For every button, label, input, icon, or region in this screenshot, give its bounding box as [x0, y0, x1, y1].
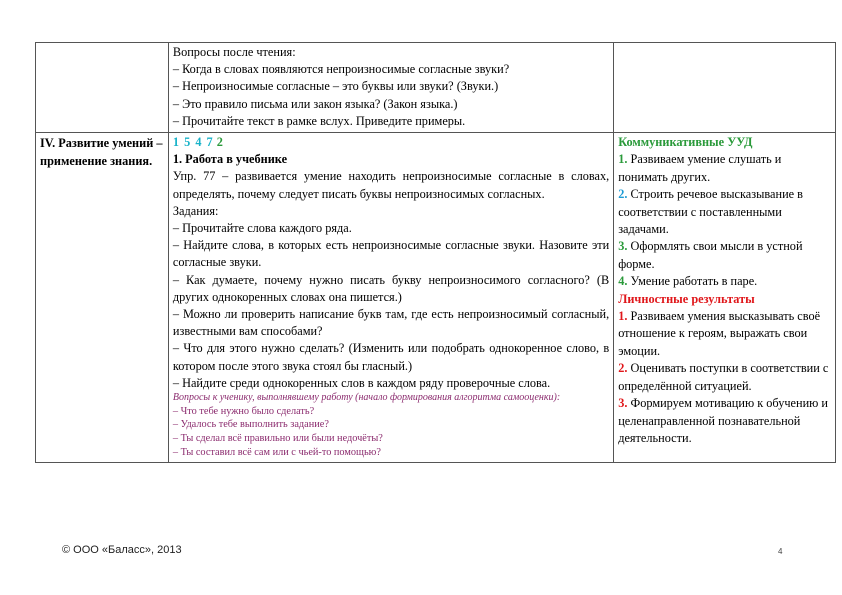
personal-item [618, 395, 831, 447]
item-number: 2. [618, 361, 628, 376]
comm-item [618, 186, 831, 238]
task-item: – Можно ли проверить написание букв там, где есть непроизносимый согласный, известными вам способами? [172, 307, 610, 339]
table-row [36, 133, 836, 463]
item-text: Развиваем умение слушать и понимать других. [618, 152, 782, 184]
item-number: 1. [618, 152, 628, 167]
lesson-table [35, 42, 836, 463]
task-item: – Что для этого нужно сделать? (Изменить или подобрать однокоренное слово, в котором после этого звука стоял бы гласный.) [172, 341, 610, 373]
table-row [36, 43, 836, 133]
uud-cell [614, 43, 836, 133]
item-text: Развиваем умения высказывать своё отношение к героям, выражать свои эмоции. [618, 309, 821, 358]
task-item: – Как думаете, почему нужно писать букву непроизносимого согласного? (В других однокоренных словах она пишется.) [172, 272, 610, 304]
tasks-label: Задания: [172, 203, 219, 218]
page-number: 4 [778, 547, 783, 556]
comm-heading: Коммуникативные УУД [618, 135, 753, 150]
text-line: – Непроизносимые согласные – это буквы или звуки? (Звуки.) [172, 79, 499, 94]
task-item: – Найдите слова, в которых есть непроизносимые согласные звуки. Назовите эти согласные звуки. [172, 238, 610, 270]
self-check-question: – Что тебе нужно было сделать? [172, 405, 315, 417]
item-number: 3. [618, 396, 628, 411]
task-item: – Прочитайте слова каждого ряда. [172, 221, 352, 236]
comm-item [618, 238, 831, 273]
task-item: – Найдите среди однокоренных слов в каждом ряду проверочные слова. [172, 375, 551, 390]
self-check-question: – Ты сделал всё правильно или были недочёты? [172, 433, 383, 445]
comm-item [618, 273, 831, 290]
item-number: 3. [618, 239, 628, 254]
text-line: Вопросы после чтения: [172, 45, 296, 59]
work-title: 1. Работа в учебнике [172, 152, 288, 167]
item-text: Формируем мотивацию к обучению и целенаправленной познавательной деятельности. [618, 396, 828, 445]
item-number: 1. [618, 309, 628, 324]
numbers-green: 2 [216, 135, 223, 150]
exercise-text: Упр. 77 – развивается умение находить непроизносимые согласные в словах, определять, почему следует писать буквы непроизносимых согласных. [172, 169, 610, 201]
comm-item [618, 151, 831, 186]
numbers-cyan: 1 5 4 7 [172, 135, 214, 150]
stage-title: IV. Развитие умений – применение знания. [36, 133, 169, 463]
uud-cell [614, 133, 836, 463]
personal-item [618, 308, 831, 360]
content-cell [168, 133, 613, 463]
text-line: – Когда в словах появляются непроизносимые согласные звуки? [172, 62, 510, 77]
item-text: Строить речевое высказывание в соответствии с поставленными задачами. [618, 187, 803, 237]
text-line: – Это правило письма или закон языка? (Закон языка.) [172, 96, 458, 111]
text-line: – Прочитайте текст в рамке вслух. Приведите примеры. [172, 113, 466, 128]
item-text: Оформлять свои мысли в устной форме. [618, 239, 803, 271]
self-check-question: – Удалось тебе выполнить задание? [172, 419, 329, 431]
item-number: 4. [618, 274, 628, 289]
stage-cell [36, 43, 169, 133]
item-text: Оценивать поступки в соответствии с определённой ситуацией. [618, 361, 829, 393]
item-number: 2. [618, 187, 628, 202]
exercise-numbers [173, 134, 609, 151]
personal-heading: Личностные результаты [618, 291, 755, 306]
item-text: Умение работать в паре. [627, 274, 758, 289]
self-check-question: – Ты составил всё сам или с чьей-то помощью? [172, 446, 381, 458]
self-check-intro: Вопросы к ученику, выполнявшему работу (начало формирования алгоритма самооценки): [172, 392, 561, 404]
content-cell [168, 43, 613, 133]
personal-item [618, 360, 831, 395]
copyright-footer: © ООО «Баласс», 2013 [62, 544, 182, 556]
